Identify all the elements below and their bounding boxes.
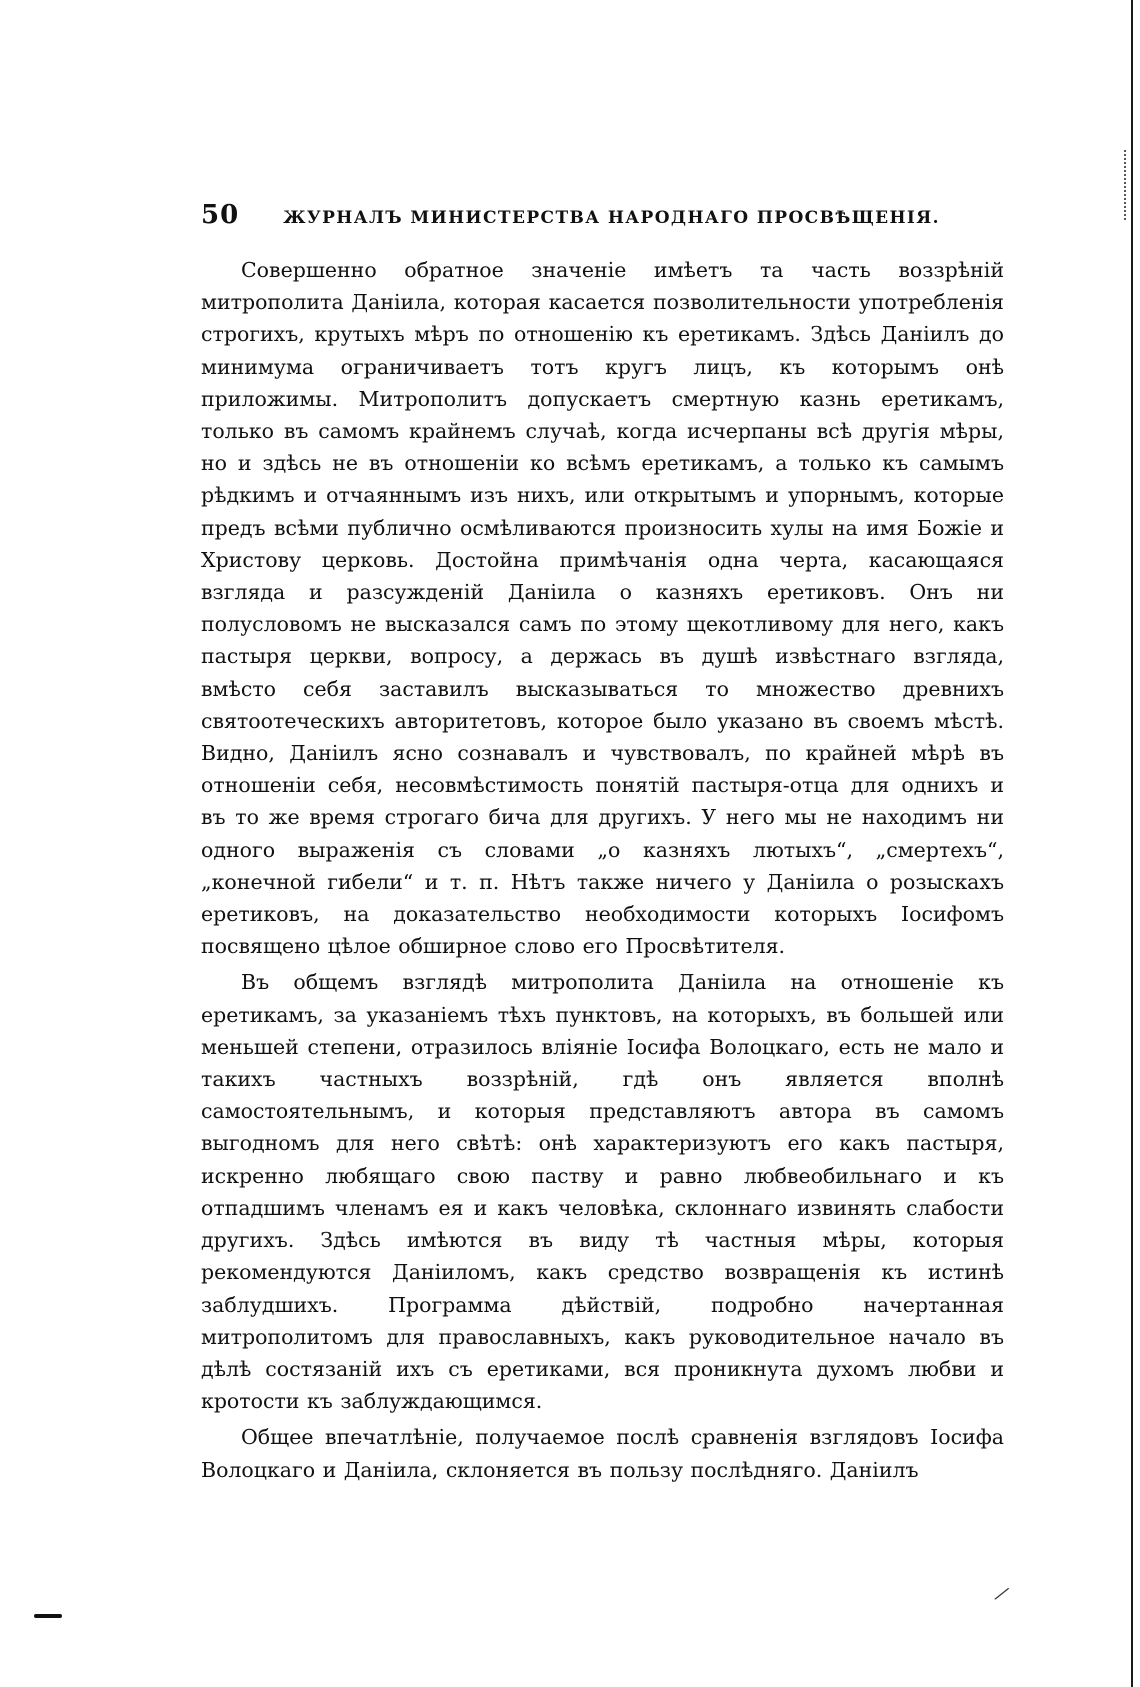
paragraph-3: Общее впечатлѣніе, получаемое послѣ сравненія взглядовъ Іосифа Волоцкаго и Даніила, склоняется въ пользу послѣдняго. Даніилъ <box>201 1425 1004 1482</box>
margin-dash-mark <box>34 1614 62 1618</box>
corner-slash-mark: ⁄ <box>995 1582 1008 1606</box>
paragraph-2: Въ общемъ взглядѣ митрополита Даніила на отношеніе къ еретикамъ, за указаніемъ тѣхъ пунктовъ, на которыхъ, въ большей или меньшей степени, отразилось вліяніе Іосифа Волоцкаго, есть не мало и такихъ частныхъ воззрѣній, гдѣ онъ является вполнѣ самостоятельнымъ, и которыя представляютъ автора въ самомъ выгодномъ для него свѣтѣ: онѣ характеризуютъ его какъ пастыря, искренно любящаго свою паству и равно любвеобильнаго и къ отпадшимъ членамъ ея и какъ человѣка, склоннаго извинять слабости другихъ. Здѣсь имѣются въ виду тѣ частныя мѣры, которыя рекомендуются Даніиломъ, какъ средство возвращенія къ истинѣ заблудшихъ. Программа дѣйствій, подробно начертанная митрополитомъ для православныхъ, какъ руководительное начало въ дѣлѣ состязаній ихъ съ еретиками, вся проникнута духомъ любви и кротости къ заблуждающимся. <box>201 970 1004 1414</box>
page-edge-dots <box>1124 150 1128 220</box>
page-edge-rule <box>1131 0 1133 1687</box>
body-text <box>201 254 1004 1524</box>
page-number: 50 <box>201 200 240 230</box>
running-title: ЖУРНАЛЪ МИНИСТЕРСТВА НАРОДНАГО ПРОСВѢЩЕНІЯ. <box>283 208 940 228</box>
page-header <box>201 200 1001 236</box>
paragraph-1: Совершенно обратное значеніе имѣетъ та часть воззрѣній митрополита Даніила, которая касается позволительности употребленія строгихъ, крутыхъ мѣръ по отношенію къ еретикамъ. Здѣсь Даніилъ до минимума ограничиваетъ тотъ кругъ лицъ, къ которымъ онѣ приложимы. Митрополитъ допускаетъ смертную казнь еретикамъ, только въ самомъ крайнемъ случаѣ, когда исчерпаны всѣ другія мѣры, но и здѣсь не въ отношеніи ко всѣмъ еретикамъ, а только къ самымъ рѣдкимъ и отчаяннымъ изъ нихъ, или открытымъ и упорнымъ, которые предъ всѣми публично осмѣливаются произносить хулы на имя Божіе и Христову церковь. Достойна примѣчанія одна черта, касающаяся взгляда и разсужденій Даніила о казняхъ еретиковъ. Онъ ни полусловомъ не высказался самъ по этому щекотливому для него, какъ пастыря церкви, вопросу, а держась въ душѣ извѣстнаго взгляда, вмѣсто себя заставилъ высказываться то множество древнихъ святоотеческихъ авторитетовъ, которое было указано въ своемъ мѣстѣ. Видно, Даніилъ ясно сознавалъ и чувствовалъ, по крайней мѣрѣ въ отношеніи себя, несовмѣстимость понятій пастыря-отца для однихъ и въ то же время строгаго бича для другихъ. У него мы не находимъ ни одного выраженія съ словами „о казняхъ лютыхъ“, „смертехъ“, „конечной гибели“ и т. п. Нѣтъ также ничего у Даніила о розыскахъ еретиковъ, на доказательство необходимости которыхъ Іосифомъ посвящено цѣлое обширное слово его Просвѣтителя. <box>201 258 1004 959</box>
